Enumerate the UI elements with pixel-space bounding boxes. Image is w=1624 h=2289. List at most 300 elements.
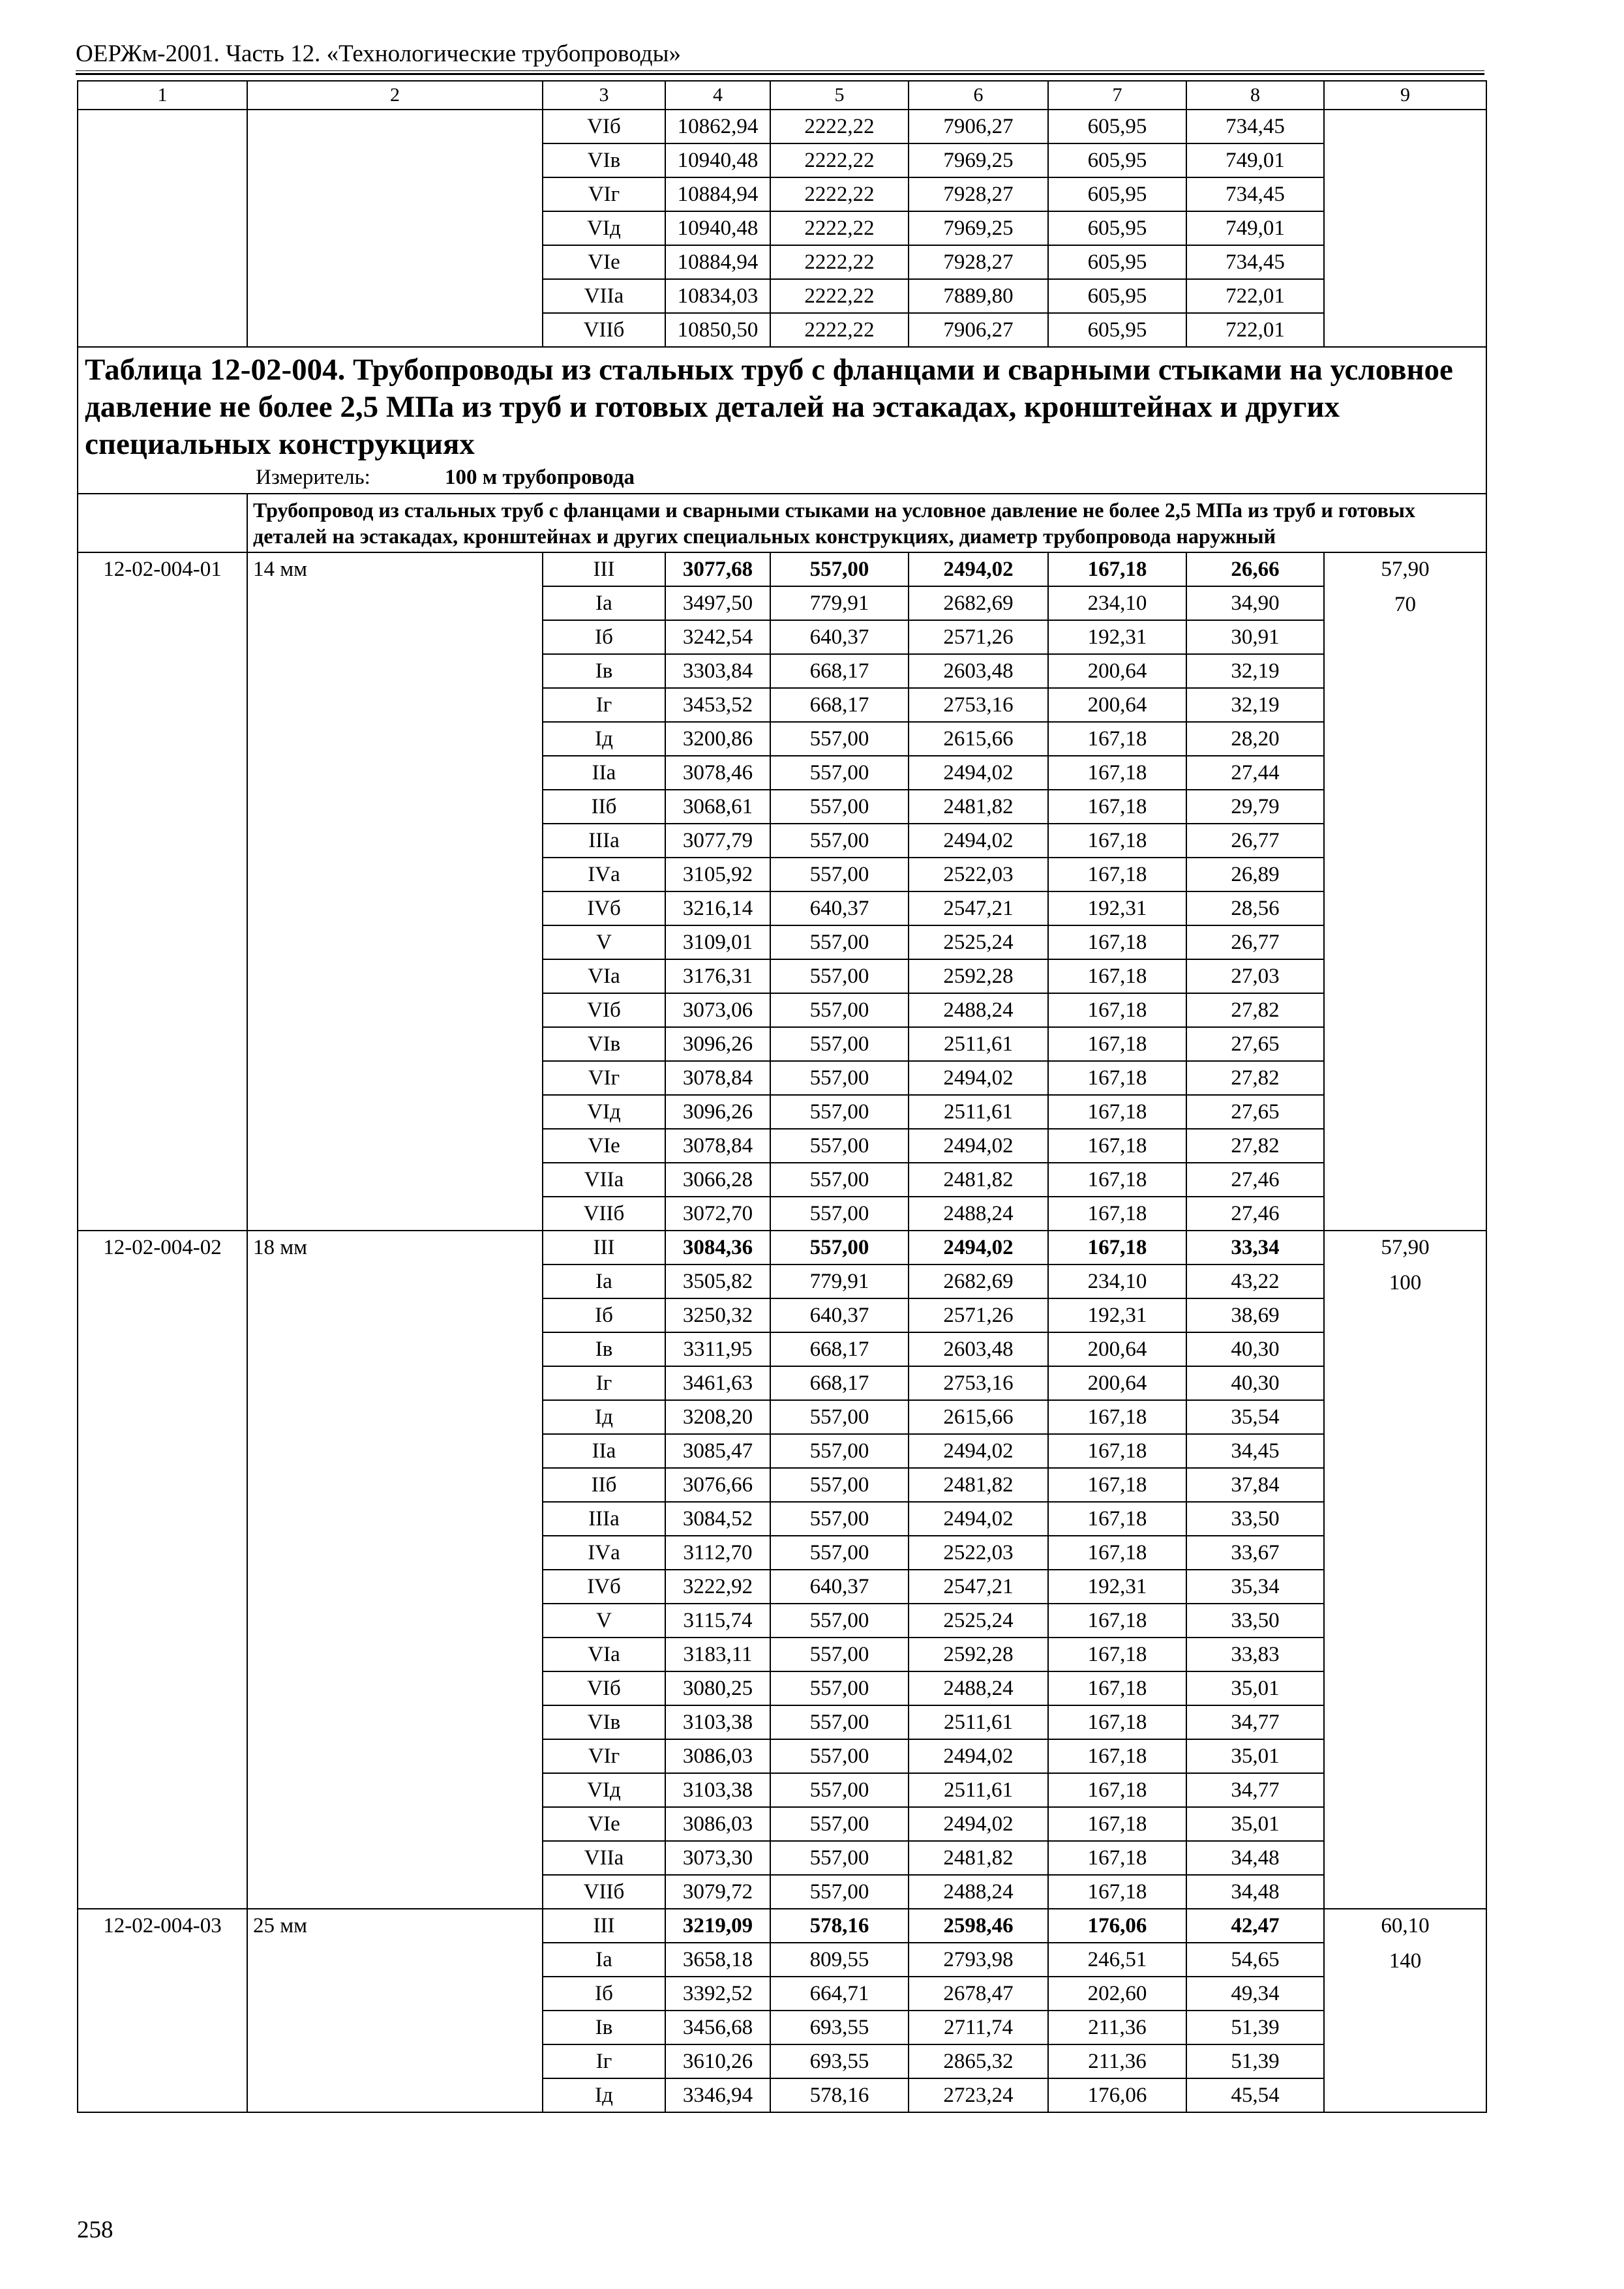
value-cell: 722,01 (1186, 279, 1324, 313)
value-cell: 167,18 (1048, 790, 1186, 824)
value-cell: 2525,24 (909, 1604, 1048, 1638)
value-cell: 557,00 (770, 824, 909, 858)
value-cell: 167,18 (1048, 1536, 1186, 1570)
column-header: 1 (78, 81, 247, 110)
value-cell: 557,00 (770, 1027, 909, 1061)
value-cell: 33,83 (1186, 1638, 1324, 1671)
value-cell: 7969,25 (909, 211, 1048, 245)
value-cell: 37,84 (1186, 1468, 1324, 1502)
value-cell: 10884,94 (665, 177, 770, 211)
value-cell: 3078,84 (665, 1129, 770, 1163)
table-row (78, 110, 1486, 143)
zone-cell: Iд (543, 722, 665, 756)
value-cell: 167,18 (1048, 1773, 1186, 1807)
value-cell: 3103,38 (665, 1773, 770, 1807)
value-cell: 2494,02 (909, 1231, 1048, 1264)
value-cell: 26,77 (1186, 925, 1324, 959)
value-cell: 3086,03 (665, 1807, 770, 1841)
value-cell: 2598,46 (909, 1909, 1048, 1943)
value-cell: 200,64 (1048, 1332, 1186, 1366)
value-cell: 3084,52 (665, 1502, 770, 1536)
value-cell: 3115,74 (665, 1604, 770, 1638)
value-cell: 557,00 (770, 858, 909, 891)
zone-cell: Iг (543, 688, 665, 722)
value-cell: 779,91 (770, 1264, 909, 1298)
value-cell: 3109,01 (665, 925, 770, 959)
value-cell: 3085,47 (665, 1434, 770, 1468)
value-cell: 2711,74 (909, 2011, 1048, 2044)
value-cell: 809,55 (770, 1943, 909, 1977)
value-cell: 2494,02 (909, 756, 1048, 790)
col9-cell (1324, 1909, 1486, 2112)
value-cell: 605,95 (1048, 313, 1186, 347)
value-cell: 167,18 (1048, 1638, 1186, 1671)
value-cell: 2494,02 (909, 1502, 1048, 1536)
zone-cell: VIд (543, 211, 665, 245)
value-cell: 640,37 (770, 1298, 909, 1332)
zone-cell: IIа (543, 1434, 665, 1468)
value-cell: 557,00 (770, 1400, 909, 1434)
blank-code-cell (78, 494, 247, 552)
value-cell: 167,18 (1048, 1705, 1186, 1739)
value-cell: 578,16 (770, 1909, 909, 1943)
value-cell: 557,00 (770, 1095, 909, 1129)
zone-cell: VIIа (543, 1841, 665, 1875)
value-cell: 557,00 (770, 1875, 909, 1909)
value-cell: 28,56 (1186, 891, 1324, 925)
value-cell: 167,18 (1048, 993, 1186, 1027)
value-cell: 557,00 (770, 1197, 909, 1231)
value-cell: 749,01 (1186, 143, 1324, 177)
value-cell: 167,18 (1048, 824, 1186, 858)
value-cell: 3497,50 (665, 586, 770, 620)
col9-cell (1324, 552, 1486, 1231)
value-cell: 167,18 (1048, 722, 1186, 756)
zone-cell: VIв (543, 1705, 665, 1739)
column-header: 3 (543, 81, 665, 110)
col9-value: 57,90 (1381, 1236, 1430, 1259)
value-cell: 722,01 (1186, 313, 1324, 347)
value-cell: 34,45 (1186, 1434, 1324, 1468)
zone-cell: IIа (543, 756, 665, 790)
zone-cell: VIг (543, 1739, 665, 1773)
zone-cell: VIа (543, 1638, 665, 1671)
value-cell: 35,01 (1186, 1739, 1324, 1773)
value-cell: 2494,02 (909, 824, 1048, 858)
zone-cell: Iб (543, 1977, 665, 2011)
value-cell: 557,00 (770, 1434, 909, 1468)
value-cell: 734,45 (1186, 177, 1324, 211)
value-cell: 2494,02 (909, 552, 1048, 586)
zone-cell: VIIб (543, 1875, 665, 1909)
pipe-diameter: 25 мм (247, 1909, 543, 2112)
value-cell: 200,64 (1048, 688, 1186, 722)
value-cell: 3456,68 (665, 2011, 770, 2044)
zone-cell: Iв (543, 1332, 665, 1366)
blank-code-cell (78, 110, 247, 347)
value-cell: 2494,02 (909, 1061, 1048, 1095)
value-cell: 557,00 (770, 1671, 909, 1705)
zone-cell: VIIб (543, 313, 665, 347)
value-cell: 167,18 (1048, 1604, 1186, 1638)
value-cell: 2222,22 (770, 245, 909, 279)
value-cell: 167,18 (1048, 552, 1186, 586)
value-cell: 3453,52 (665, 688, 770, 722)
header-title: ОЕРЖм-2001. Часть 12. «Технологические трубопроводы» (76, 40, 681, 67)
value-cell: 3392,52 (665, 1977, 770, 2011)
value-cell: 2488,24 (909, 993, 1048, 1027)
description-cell: Трубопровод из стальных труб с фланцами и сварными стыками на условное давление не более 2,5 МПа из труб и готовых деталей на эстакадах, кронштейнах и других специальных конструкциях, диаметр трубопровода наружный (247, 494, 1486, 552)
page-number: 258 (77, 2217, 113, 2243)
value-cell: 167,18 (1048, 1502, 1186, 1536)
zone-cell: IVб (543, 1570, 665, 1604)
value-cell: 557,00 (770, 790, 909, 824)
value-cell: 51,39 (1186, 2011, 1324, 2044)
value-cell: 45,54 (1186, 2078, 1324, 2112)
value-cell: 3303,84 (665, 654, 770, 688)
zone-cell: Iг (543, 2044, 665, 2078)
value-cell: 34,77 (1186, 1773, 1324, 1807)
value-cell: 2481,82 (909, 1163, 1048, 1197)
value-cell: 2753,16 (909, 688, 1048, 722)
value-cell: 557,00 (770, 1468, 909, 1502)
zone-cell: Iв (543, 654, 665, 688)
table-row (78, 552, 1486, 586)
value-cell: 605,95 (1048, 211, 1186, 245)
value-cell: 27,46 (1186, 1197, 1324, 1231)
zone-cell: IVа (543, 1536, 665, 1570)
value-cell: 557,00 (770, 1638, 909, 1671)
pipe-diameter: 14 мм (247, 552, 543, 1231)
value-cell: 557,00 (770, 1536, 909, 1570)
value-cell: 749,01 (1186, 211, 1324, 245)
value-cell: 668,17 (770, 654, 909, 688)
value-cell: 192,31 (1048, 891, 1186, 925)
value-cell: 2592,28 (909, 959, 1048, 993)
rate-code: 12-02-004-03 (78, 1909, 247, 2112)
value-cell: 192,31 (1048, 1570, 1186, 1604)
zone-cell: VIIа (543, 279, 665, 313)
value-cell: 779,91 (770, 586, 909, 620)
value-cell: 10884,94 (665, 245, 770, 279)
value-cell: 3103,38 (665, 1705, 770, 1739)
value-cell: 2522,03 (909, 858, 1048, 891)
zone-cell: VIе (543, 1129, 665, 1163)
meter-value: 100 м трубопровода (445, 466, 635, 489)
table-row (78, 1909, 1486, 1943)
value-cell: 27,03 (1186, 959, 1324, 993)
value-cell: 246,51 (1048, 1943, 1186, 1977)
value-cell: 234,10 (1048, 1264, 1186, 1298)
value-cell: 640,37 (770, 620, 909, 654)
value-cell: 167,18 (1048, 1671, 1186, 1705)
value-cell: 27,65 (1186, 1027, 1324, 1061)
value-cell: 2793,98 (909, 1943, 1048, 1977)
zone-cell: VIб (543, 1671, 665, 1705)
value-cell: 605,95 (1048, 177, 1186, 211)
value-cell: 2682,69 (909, 586, 1048, 620)
value-cell: 664,71 (770, 1977, 909, 2011)
zone-cell: VIг (543, 177, 665, 211)
meter-label: Измеритель: (256, 466, 370, 489)
value-cell: 557,00 (770, 1163, 909, 1197)
value-cell: 51,39 (1186, 2044, 1324, 2078)
value-cell: 3311,95 (665, 1332, 770, 1366)
value-cell: 234,10 (1048, 586, 1186, 620)
value-cell: 557,00 (770, 1061, 909, 1095)
value-cell: 3068,61 (665, 790, 770, 824)
value-cell: 3658,18 (665, 1943, 770, 1977)
value-cell: 3080,25 (665, 1671, 770, 1705)
value-cell: 167,18 (1048, 1197, 1186, 1231)
value-cell: 43,22 (1186, 1264, 1324, 1298)
value-cell: 2494,02 (909, 1807, 1048, 1841)
value-cell: 3505,82 (665, 1264, 770, 1298)
zone-cell: Iб (543, 620, 665, 654)
value-cell: 26,66 (1186, 552, 1324, 586)
value-cell: 3096,26 (665, 1027, 770, 1061)
value-cell: 2615,66 (909, 1400, 1048, 1434)
value-cell: 33,50 (1186, 1604, 1324, 1638)
value-cell: 167,18 (1048, 1129, 1186, 1163)
value-cell: 7928,27 (909, 245, 1048, 279)
zone-cell: Iд (543, 2078, 665, 2112)
value-cell: 2481,82 (909, 790, 1048, 824)
value-cell: 2222,22 (770, 313, 909, 347)
value-cell: 3076,66 (665, 1468, 770, 1502)
value-cell: 557,00 (770, 925, 909, 959)
value-cell: 2615,66 (909, 722, 1048, 756)
value-cell: 3176,31 (665, 959, 770, 993)
value-cell: 34,77 (1186, 1705, 1324, 1739)
value-cell: 32,19 (1186, 654, 1324, 688)
value-cell: 40,30 (1186, 1366, 1324, 1400)
zone-cell: Iб (543, 1298, 665, 1332)
value-cell: 167,18 (1048, 756, 1186, 790)
value-cell: 167,18 (1048, 1841, 1186, 1875)
zone-cell: IIIа (543, 1502, 665, 1536)
value-cell: 2481,82 (909, 1468, 1048, 1502)
value-cell: 7906,27 (909, 110, 1048, 143)
col9-value: 60,10 (1381, 1914, 1430, 1937)
description-row (78, 494, 1486, 552)
col9-value: 100 (1389, 1271, 1422, 1294)
value-cell: 3200,86 (665, 722, 770, 756)
value-cell: 557,00 (770, 1807, 909, 1841)
value-cell: 2571,26 (909, 1298, 1048, 1332)
value-cell: 693,55 (770, 2044, 909, 2078)
value-cell: 3084,36 (665, 1231, 770, 1264)
value-cell: 7928,27 (909, 177, 1048, 211)
value-cell: 2488,24 (909, 1875, 1048, 1909)
value-cell: 26,89 (1186, 858, 1324, 891)
value-cell: 668,17 (770, 1332, 909, 1366)
value-cell: 2494,02 (909, 1434, 1048, 1468)
value-cell: 192,31 (1048, 1298, 1186, 1332)
value-cell: 200,64 (1048, 1366, 1186, 1400)
value-cell: 40,30 (1186, 1332, 1324, 1366)
zone-cell: VIе (543, 1807, 665, 1841)
value-cell: 32,19 (1186, 688, 1324, 722)
value-cell: 167,18 (1048, 1163, 1186, 1197)
value-cell: 2222,22 (770, 143, 909, 177)
value-cell: 167,18 (1048, 959, 1186, 993)
value-cell: 3222,92 (665, 1570, 770, 1604)
column-header: 8 (1186, 81, 1324, 110)
value-cell: 38,69 (1186, 1298, 1324, 1332)
zone-cell: IIIа (543, 824, 665, 858)
value-cell: 167,18 (1048, 1739, 1186, 1773)
value-cell: 2494,02 (909, 1739, 1048, 1773)
value-cell: 27,65 (1186, 1095, 1324, 1129)
value-cell: 42,47 (1186, 1909, 1324, 1943)
value-cell: 2222,22 (770, 110, 909, 143)
value-cell: 34,48 (1186, 1875, 1324, 1909)
value-cell: 605,95 (1048, 245, 1186, 279)
value-cell: 27,82 (1186, 1061, 1324, 1095)
table-title-row (78, 347, 1486, 494)
value-cell: 27,46 (1186, 1163, 1324, 1197)
zone-cell: Iа (543, 1943, 665, 1977)
value-cell: 2547,21 (909, 1570, 1048, 1604)
value-cell: 640,37 (770, 891, 909, 925)
value-cell: 557,00 (770, 1705, 909, 1739)
value-cell: 34,48 (1186, 1841, 1324, 1875)
value-cell: 167,18 (1048, 1400, 1186, 1434)
value-cell: 28,20 (1186, 722, 1324, 756)
zone-cell: Iв (543, 2011, 665, 2044)
zone-cell: Iа (543, 1264, 665, 1298)
value-cell: 3066,28 (665, 1163, 770, 1197)
value-cell: 2603,48 (909, 654, 1048, 688)
value-cell: 176,06 (1048, 1909, 1186, 1943)
value-cell: 7906,27 (909, 313, 1048, 347)
table-title: Таблица 12-02-004. Трубопроводы из стальных труб с фланцами и сварными стыками на условное давление не более 2,5 МПа из труб и готовых деталей на эстакадах, кронштейнах и других специальных конструкциях (85, 353, 1453, 461)
value-cell: 35,01 (1186, 1671, 1324, 1705)
value-cell: 2753,16 (909, 1366, 1048, 1400)
value-cell: 200,64 (1048, 654, 1186, 688)
value-cell: 693,55 (770, 2011, 909, 2044)
zone-cell: VIг (543, 1061, 665, 1095)
zone-cell: VIб (543, 110, 665, 143)
value-cell: 167,18 (1048, 925, 1186, 959)
value-cell: 557,00 (770, 1502, 909, 1536)
value-cell: 3077,79 (665, 824, 770, 858)
zone-cell: IIб (543, 790, 665, 824)
value-cell: 167,18 (1048, 1061, 1186, 1095)
value-cell: 2571,26 (909, 620, 1048, 654)
column-header: 5 (770, 81, 909, 110)
value-cell: 557,00 (770, 722, 909, 756)
value-cell: 7889,80 (909, 279, 1048, 313)
value-cell: 2511,61 (909, 1705, 1048, 1739)
zone-cell: VIб (543, 993, 665, 1027)
blank-name-cell (247, 110, 543, 347)
meter-line (85, 464, 1479, 490)
value-cell: 2682,69 (909, 1264, 1048, 1298)
value-cell: 167,18 (1048, 1095, 1186, 1129)
value-cell: 167,18 (1048, 1875, 1186, 1909)
value-cell: 10834,03 (665, 279, 770, 313)
table-row (78, 1231, 1486, 1264)
value-cell: 3078,46 (665, 756, 770, 790)
value-cell: 2522,03 (909, 1536, 1048, 1570)
value-cell: 35,34 (1186, 1570, 1324, 1604)
value-cell: 33,67 (1186, 1536, 1324, 1570)
value-cell: 35,54 (1186, 1400, 1324, 1434)
value-cell: 3208,20 (665, 1400, 770, 1434)
value-cell: 2723,24 (909, 2078, 1048, 2112)
zone-cell: VIд (543, 1773, 665, 1807)
value-cell: 34,90 (1186, 586, 1324, 620)
zone-cell: VIе (543, 245, 665, 279)
column-header: 9 (1324, 81, 1486, 110)
value-cell: 2222,22 (770, 211, 909, 245)
value-cell: 3216,14 (665, 891, 770, 925)
value-cell: 2865,32 (909, 2044, 1048, 2078)
value-cell: 557,00 (770, 1604, 909, 1638)
value-cell: 3105,92 (665, 858, 770, 891)
value-cell: 734,45 (1186, 245, 1324, 279)
value-cell: 557,00 (770, 1841, 909, 1875)
value-cell: 27,82 (1186, 993, 1324, 1027)
value-cell: 35,01 (1186, 1807, 1324, 1841)
document-header (76, 38, 1484, 71)
value-cell: 2488,24 (909, 1671, 1048, 1705)
column-header: 7 (1048, 81, 1186, 110)
value-cell: 3112,70 (665, 1536, 770, 1570)
value-cell: 10940,48 (665, 143, 770, 177)
value-cell: 33,50 (1186, 1502, 1324, 1536)
value-cell: 54,65 (1186, 1943, 1324, 1977)
value-cell: 3461,63 (665, 1366, 770, 1400)
value-cell: 10850,50 (665, 313, 770, 347)
value-cell: 3183,11 (665, 1638, 770, 1671)
zone-cell: V (543, 925, 665, 959)
value-cell: 29,79 (1186, 790, 1324, 824)
zone-cell: VIIа (543, 1163, 665, 1197)
value-cell: 3078,84 (665, 1061, 770, 1095)
zone-cell: VIв (543, 1027, 665, 1061)
col9-cell (1324, 1231, 1486, 1909)
value-cell: 2494,02 (909, 1129, 1048, 1163)
value-cell: 2511,61 (909, 1773, 1048, 1807)
column-header: 4 (665, 81, 770, 110)
value-cell: 557,00 (770, 1129, 909, 1163)
value-cell: 605,95 (1048, 279, 1186, 313)
zone-cell: IVб (543, 891, 665, 925)
value-cell: 3077,68 (665, 552, 770, 586)
value-cell: 3079,72 (665, 1875, 770, 1909)
zone-cell: VIв (543, 143, 665, 177)
value-cell: 167,18 (1048, 1231, 1186, 1264)
value-cell: 2525,24 (909, 925, 1048, 959)
value-cell: 167,18 (1048, 1807, 1186, 1841)
value-cell: 3086,03 (665, 1739, 770, 1773)
zone-cell: VIд (543, 1095, 665, 1129)
zone-cell: Iг (543, 1366, 665, 1400)
value-cell: 211,36 (1048, 2011, 1186, 2044)
value-cell: 167,18 (1048, 1434, 1186, 1468)
value-cell: 557,00 (770, 959, 909, 993)
zone-cell: Iд (543, 1400, 665, 1434)
value-cell: 202,60 (1048, 1977, 1186, 2011)
value-cell: 26,77 (1186, 824, 1324, 858)
value-cell: 27,82 (1186, 1129, 1324, 1163)
value-cell: 557,00 (770, 1739, 909, 1773)
table-title-cell (78, 347, 1486, 494)
value-cell: 176,06 (1048, 2078, 1186, 2112)
